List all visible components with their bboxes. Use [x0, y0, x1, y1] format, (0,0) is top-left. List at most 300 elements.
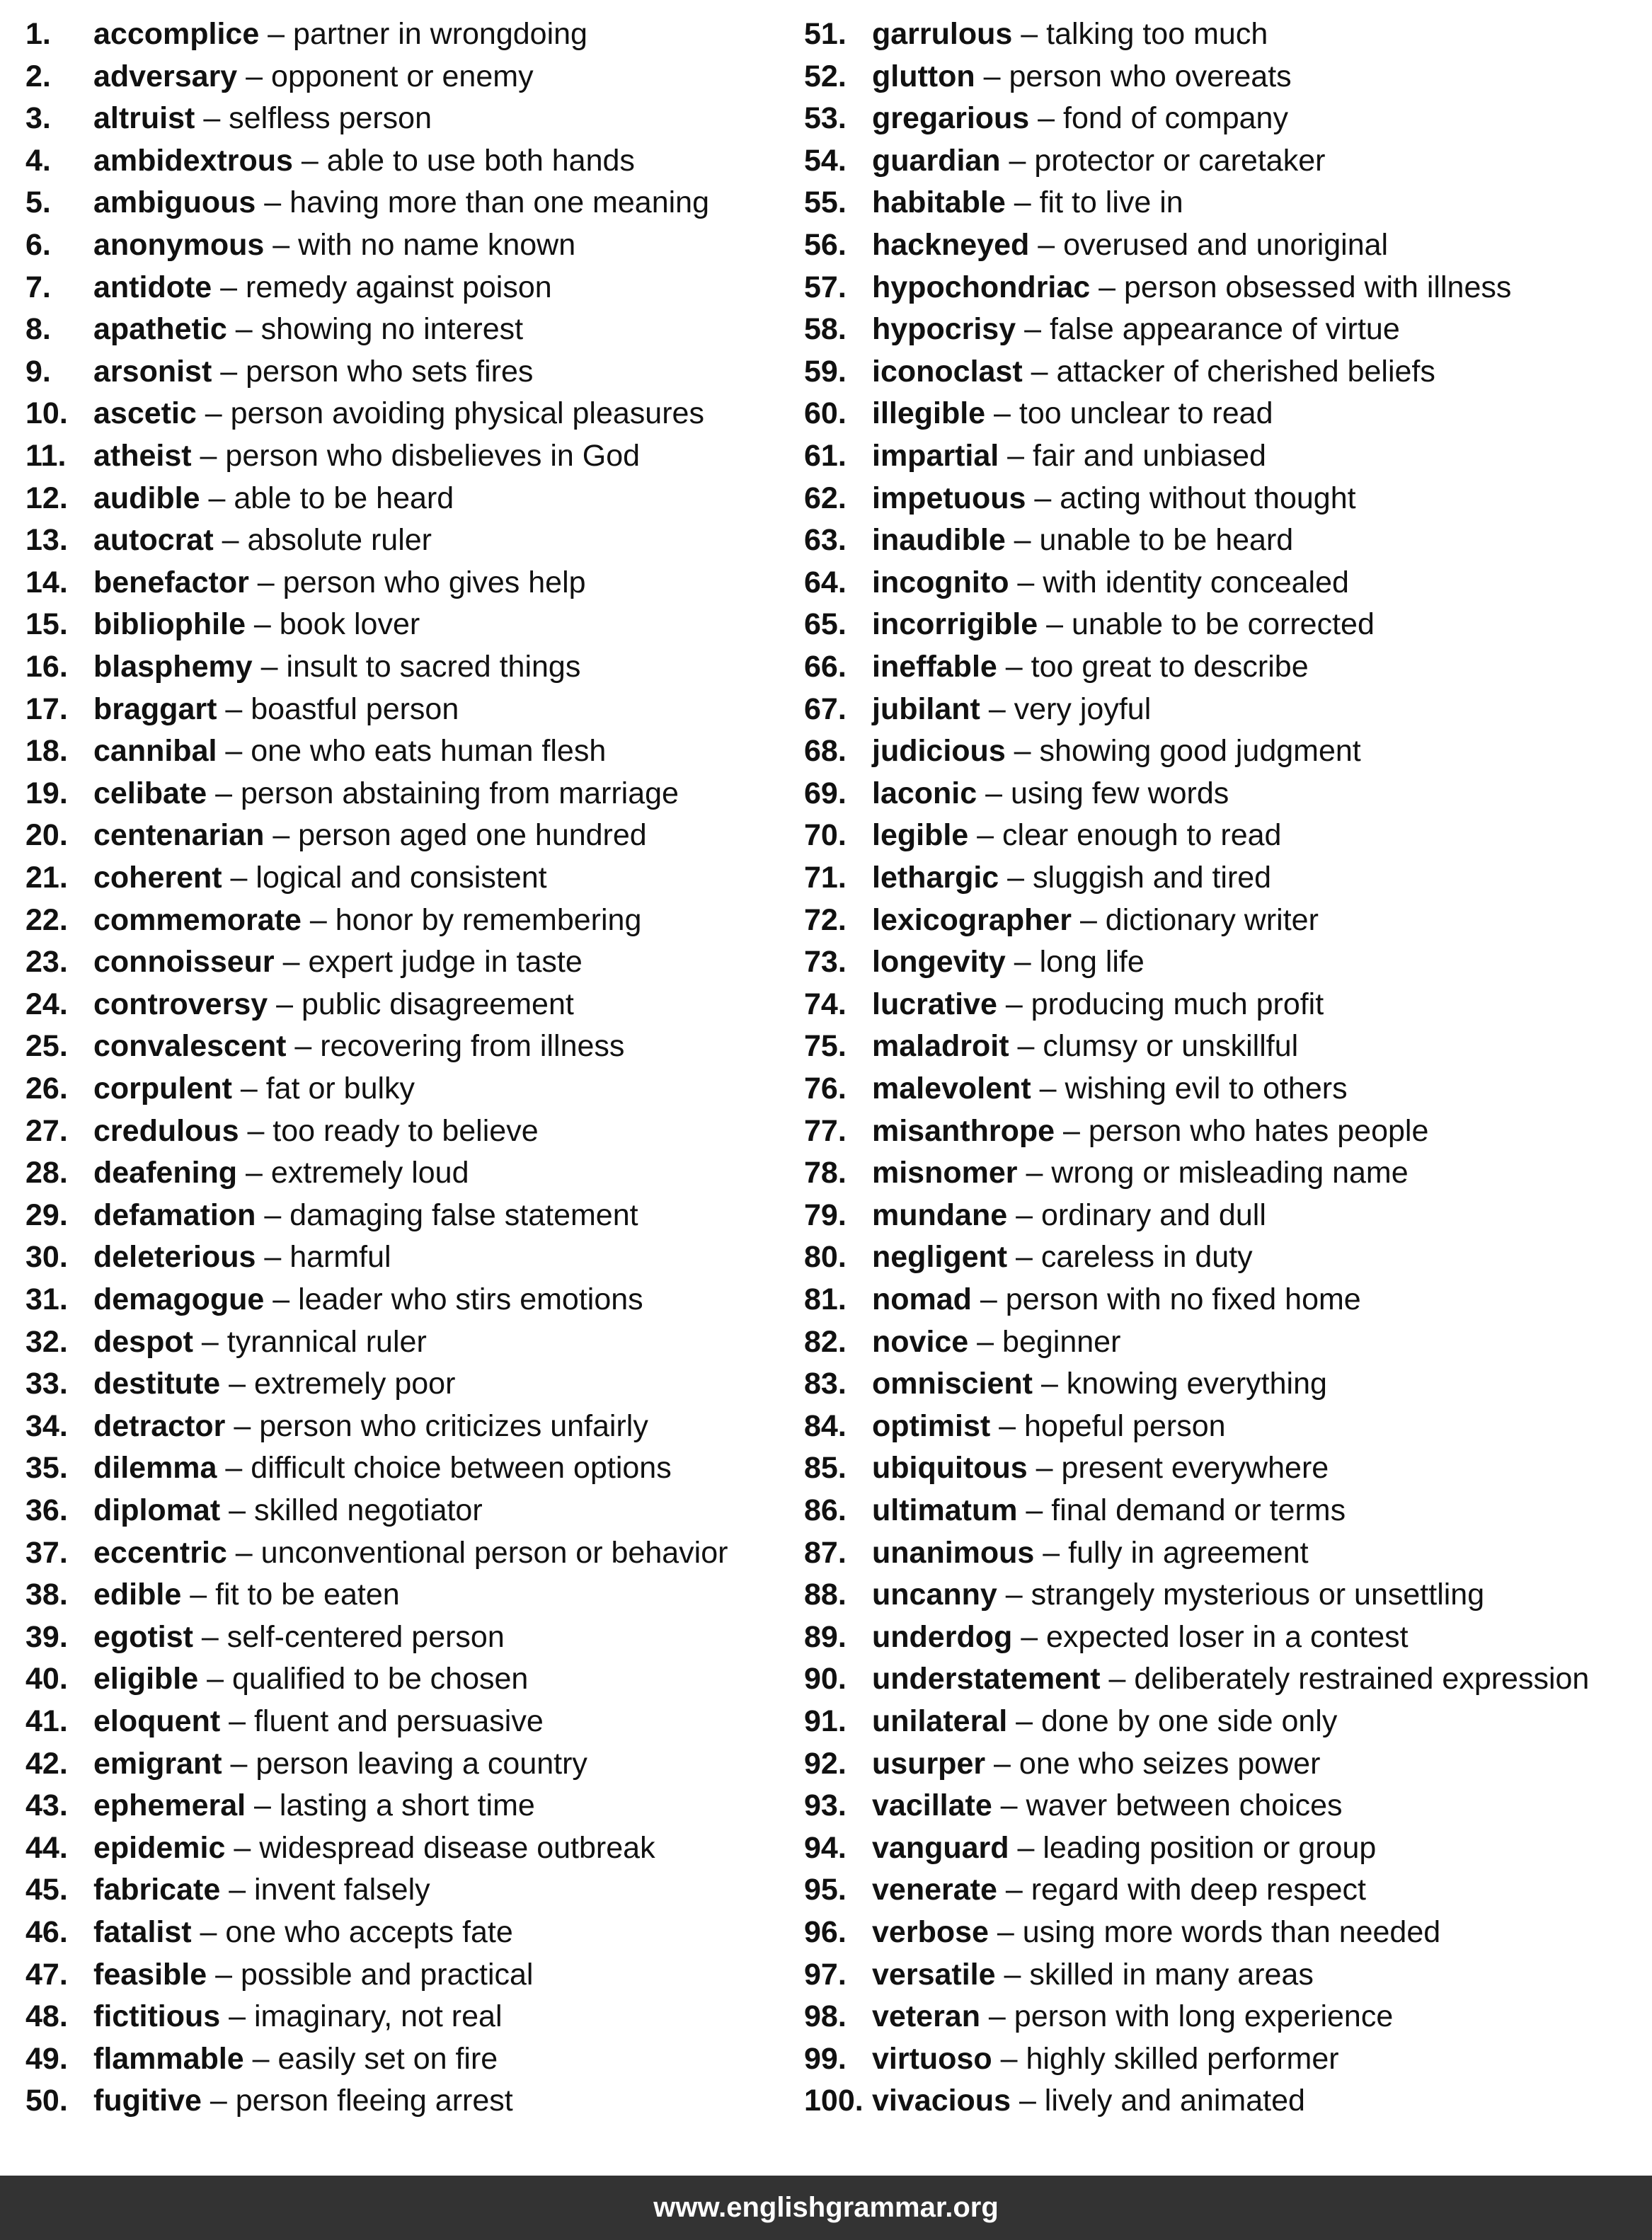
list-item [25, 266, 552, 309]
vocab-word: controversy [93, 987, 268, 1021]
vocab-word: commemorate [93, 902, 302, 937]
item-number: 69. [804, 776, 847, 810]
vocab-word: apathetic [93, 312, 227, 347]
list-item [804, 13, 1268, 55]
word-definition: – person avoiding physical pleasures [196, 396, 704, 431]
vocab-word: verbose [872, 1915, 989, 1949]
vocab-word: versatile [872, 1957, 996, 1992]
list-item [804, 266, 1511, 309]
item-number: 65. [804, 607, 847, 642]
word-definition: – person who sets fires [212, 354, 534, 389]
vocab-word: maladroit [872, 1029, 1009, 1064]
word-definition: – showing good judgment [1005, 734, 1361, 769]
vocab-word: defamation [93, 1197, 256, 1232]
word-definition: – one who accepts fate [191, 1915, 513, 1949]
list-item [804, 1194, 1266, 1236]
vocab-word: despot [93, 1324, 193, 1359]
list-item [804, 561, 1349, 604]
list-item [25, 814, 647, 856]
word-definition: – fully in agreement [1034, 1535, 1309, 1570]
list-item [804, 2079, 1305, 2122]
list-item [804, 1489, 1346, 1532]
list-item [804, 519, 1293, 561]
vocab-word: deafening [93, 1156, 238, 1190]
list-item [25, 1995, 503, 2038]
item-number: 52. [804, 59, 847, 93]
item-number: 11. [25, 439, 67, 473]
list-item [804, 97, 1288, 139]
vocab-word: fatalist [93, 1915, 192, 1949]
vocab-word: destitute [93, 1367, 221, 1401]
item-number: 21. [25, 861, 68, 895]
list-item [25, 1784, 535, 1827]
vocab-word: lexicographer [872, 902, 1072, 937]
word-definition: – final demand or terms [1017, 1493, 1346, 1527]
vocab-word: underdog [872, 1619, 1013, 1654]
vocab-word: egotist [93, 1619, 193, 1654]
list-item [804, 1573, 1484, 1616]
item-number: 31. [25, 1282, 68, 1316]
vocab-word: flammable [93, 2041, 244, 2076]
item-number: 7. [25, 270, 51, 304]
word-definition: – using few words [977, 776, 1229, 810]
word-definition: – done by one side only [1007, 1704, 1338, 1738]
word-definition: – acting without thought [1026, 481, 1356, 515]
word-definition: – fit to be eaten [181, 1578, 400, 1612]
word-definition: – talking too much [1012, 17, 1268, 51]
vocab-word: centenarian [93, 818, 265, 853]
item-number: 55. [804, 185, 847, 220]
list-item [804, 350, 1435, 393]
word-definition: – self-centered person [193, 1619, 505, 1654]
vocab-word: iconoclast [872, 354, 1023, 389]
word-definition: – book lover [245, 607, 420, 642]
item-number: 64. [804, 565, 847, 599]
list-item [804, 1953, 1314, 1996]
item-number: 56. [804, 228, 847, 262]
vocab-word: fictitious [93, 1999, 221, 2034]
word-definition: – extremely loud [237, 1156, 469, 1190]
list-item [804, 941, 1145, 983]
list-item [804, 1532, 1309, 1574]
vocab-word: veteran [872, 1999, 980, 2034]
vocab-word: audible [93, 481, 200, 515]
item-number: 57. [804, 270, 847, 304]
word-definition: – fat or bulky [231, 1072, 415, 1105]
word-definition: – opponent or enemy [237, 59, 534, 93]
item-number: 49. [25, 2041, 68, 2076]
word-definition: – person leaving a country [222, 1746, 587, 1781]
list-item [804, 899, 1319, 941]
word-definition: – producing much profit [997, 987, 1324, 1021]
vocab-word: understatement [872, 1662, 1101, 1696]
list-item [804, 1784, 1343, 1827]
vocab-word: misnomer [872, 1156, 1018, 1190]
word-definition: – wrong or misleading name [1017, 1156, 1409, 1190]
vocab-word: deleterious [93, 1240, 256, 1275]
vocab-word: benefactor [93, 565, 249, 599]
item-number: 50. [25, 2084, 68, 2118]
vocab-word: guardian [872, 143, 1001, 178]
word-definition: – unconventional person or behavior [226, 1535, 728, 1570]
word-definition: – too great to describe [997, 650, 1309, 684]
list-item [804, 1827, 1376, 1869]
word-definition: – careless in duty [1007, 1240, 1253, 1275]
list-item [25, 350, 533, 393]
item-number: 58. [804, 312, 847, 347]
word-definition: – unable to be heard [1005, 523, 1294, 558]
list-item [25, 1362, 455, 1405]
list-item [804, 730, 1361, 772]
word-definition: – invent falsely [220, 1873, 430, 1907]
vocab-word: fabricate [93, 1873, 221, 1907]
item-number: 73. [804, 945, 847, 980]
list-item [804, 308, 1400, 350]
list-item [25, 941, 583, 983]
word-definition: – deliberately restrained expression [1100, 1662, 1590, 1696]
item-number: 51. [804, 17, 847, 51]
item-number: 46. [25, 1915, 68, 1949]
item-number: 16. [25, 650, 68, 684]
word-definition: – skilled negotiator [220, 1493, 483, 1527]
list-item [25, 1573, 400, 1616]
vocab-word: hypochondriac [872, 270, 1091, 304]
item-number: 88. [804, 1578, 847, 1612]
list-item [804, 1658, 1589, 1700]
item-number: 28. [25, 1156, 68, 1190]
word-definition: – easily set on fire [243, 2041, 498, 2076]
vocab-word: feasible [93, 1957, 207, 1992]
vocab-word: anonymous [93, 228, 265, 262]
vocab-word: impartial [872, 439, 999, 473]
word-definition: – dictionary writer [1072, 902, 1319, 937]
word-definition: – able to use both hands [292, 143, 635, 178]
word-definition: – false appearance of virtue [1016, 312, 1400, 347]
word-definition: – difficult choice between options [217, 1451, 672, 1486]
vocab-word: credulous [93, 1113, 239, 1148]
vocab-word: demagogue [93, 1282, 265, 1316]
list-item [25, 2079, 513, 2122]
item-number: 93. [804, 1788, 847, 1823]
vocab-word: lucrative [872, 987, 997, 1021]
word-definition: – person obsessed with illness [1090, 270, 1512, 304]
item-number: 81. [804, 1282, 847, 1316]
word-definition: – partner in wrongdoing [259, 17, 587, 51]
word-definition: – present everywhere [1027, 1451, 1329, 1486]
list-item [804, 181, 1183, 224]
vocab-word: garrulous [872, 17, 1013, 51]
word-definition: – lively and animated [1011, 2084, 1305, 2118]
word-definition: – fond of company [1029, 101, 1288, 136]
item-number: 8. [25, 312, 51, 347]
word-definition: – hopeful person [990, 1408, 1226, 1443]
list-item [25, 55, 534, 98]
vocab-word: optimist [872, 1408, 991, 1443]
word-definition: – one who seizes power [985, 1746, 1321, 1781]
word-definition: – person fleeing arrest [201, 2084, 513, 2118]
list-item [804, 2038, 1339, 2080]
item-number: 96. [804, 1915, 847, 1949]
item-number: 35. [25, 1451, 68, 1486]
list-item [25, 181, 709, 224]
list-item [804, 224, 1388, 266]
item-number: 34. [25, 1408, 68, 1443]
word-definition: – having more than one meaning [256, 185, 709, 220]
item-number: 70. [804, 818, 847, 853]
item-number: 44. [25, 1830, 68, 1865]
list-item [804, 1616, 1409, 1658]
word-definition: – knowing everything [1033, 1367, 1327, 1401]
vocab-word: judicious [872, 734, 1006, 769]
item-number: 39. [25, 1619, 68, 1654]
word-definition: – harmful [256, 1240, 391, 1275]
word-definition: – sluggish and tired [999, 861, 1272, 895]
list-item [25, 1236, 391, 1278]
list-item [804, 1362, 1327, 1405]
vocab-word: altruist [93, 101, 195, 136]
list-item [804, 139, 1325, 182]
word-definition: – one who eats human flesh [217, 734, 607, 769]
vocab-word: legible [872, 818, 969, 853]
list-item [25, 561, 586, 604]
vocab-word: bibliophile [93, 607, 246, 642]
item-number: 19. [25, 776, 68, 810]
word-definition: – attacker of cherished beliefs [1022, 354, 1435, 389]
list-item [804, 1742, 1320, 1785]
word-definition: – fair and unbiased [999, 439, 1266, 473]
list-item [804, 435, 1266, 477]
item-number: 80. [804, 1240, 847, 1275]
word-definition: – using more words than needed [988, 1915, 1441, 1949]
list-item [804, 1151, 1409, 1194]
vocab-word: ambiguous [93, 185, 256, 220]
list-item [25, 1405, 648, 1447]
vocab-word: arsonist [93, 354, 212, 389]
item-number: 3. [25, 101, 51, 136]
vocab-word: braggart [93, 691, 217, 726]
item-number: 84. [804, 1408, 847, 1443]
item-number: 18. [25, 734, 68, 769]
word-definition: – honor by remembering [301, 902, 642, 937]
item-number: 71. [804, 861, 847, 895]
vocab-word: ascetic [93, 396, 197, 431]
vocab-word: malevolent [872, 1072, 1031, 1105]
list-item [25, 603, 420, 645]
vocab-word: vivacious [872, 2084, 1011, 2118]
vocab-word: detractor [93, 1408, 226, 1443]
item-number: 6. [25, 228, 51, 262]
list-item [25, 856, 547, 899]
word-definition: – regard with deep respect [997, 1873, 1366, 1907]
list-item [25, 1489, 483, 1532]
vocab-word: nomad [872, 1282, 972, 1316]
word-definition: – selfless person [195, 101, 432, 136]
item-number: 12. [25, 481, 68, 515]
item-number: 59. [804, 354, 847, 389]
word-definition: – widespread disease outbreak [225, 1830, 655, 1865]
word-definition: – person who gives help [248, 565, 586, 599]
vocab-word: emigrant [93, 1746, 222, 1781]
item-number: 15. [25, 607, 68, 642]
item-number: 76. [804, 1072, 847, 1105]
vocab-word: impetuous [872, 481, 1026, 515]
item-number: 22. [25, 902, 68, 937]
list-item [25, 224, 575, 266]
list-item [25, 1321, 427, 1363]
item-number: 85. [804, 1451, 847, 1486]
list-item [804, 1110, 1428, 1152]
word-definition: – person who criticizes unfairly [225, 1408, 648, 1443]
vocab-word: vacillate [872, 1788, 992, 1823]
vocab-word: hypocrisy [872, 312, 1016, 347]
footer-url[interactable]: www.englishgrammar.org [653, 2192, 999, 2223]
list-item [25, 1194, 638, 1236]
item-number: 97. [804, 1957, 847, 1992]
item-number: 10. [25, 396, 68, 431]
word-definition: – skilled in many areas [995, 1957, 1314, 1992]
item-number: 13. [25, 523, 68, 558]
vocab-word: accomplice [93, 17, 260, 51]
word-definition: – recovering from illness [286, 1029, 625, 1064]
vocab-word: edible [93, 1578, 182, 1612]
list-item [804, 772, 1229, 815]
item-number: 74. [804, 987, 847, 1021]
word-definition: – protector or caretaker [1000, 143, 1326, 178]
vocab-word: autocrat [93, 523, 214, 558]
item-number: 45. [25, 1873, 68, 1907]
list-item [25, 2038, 498, 2080]
word-definition: – leader who stirs emotions [264, 1282, 643, 1316]
word-definition: – strangely mysterious or unsettling [997, 1578, 1485, 1612]
item-number: 75. [804, 1029, 847, 1064]
word-definition: – remedy against poison [212, 270, 552, 304]
list-item [25, 1447, 672, 1489]
list-item [804, 1447, 1329, 1489]
vocab-word: cannibal [93, 734, 217, 769]
list-item [25, 1827, 655, 1869]
vocab-word: lethargic [872, 861, 999, 895]
list-item [25, 645, 580, 688]
word-definition: – person who overeats [975, 59, 1292, 93]
vocab-word: negligent [872, 1240, 1008, 1275]
vocab-word: convalescent [93, 1029, 287, 1064]
vocab-word: connoisseur [93, 945, 275, 980]
list-item [804, 1321, 1120, 1363]
vocab-word: diplomat [93, 1493, 221, 1527]
word-definition: – extremely poor [220, 1367, 456, 1401]
vocab-word: virtuoso [872, 2041, 992, 2076]
word-definition: – too ready to believe [239, 1113, 539, 1148]
word-definition: – damaging false statement [256, 1197, 638, 1232]
item-number: 89. [804, 1619, 847, 1654]
list-item [804, 814, 1281, 856]
vocab-word: gregarious [872, 101, 1030, 136]
vocab-word: laconic [872, 776, 977, 810]
vocab-word: novice [872, 1324, 969, 1359]
item-number: 40. [25, 1662, 68, 1696]
vocab-word: usurper [872, 1746, 986, 1781]
word-definition: – person who hates people [1055, 1113, 1429, 1148]
word-definition: – beginner [968, 1324, 1121, 1359]
item-number: 47. [25, 1957, 68, 1992]
vocab-word: dilemma [93, 1451, 217, 1486]
item-number: 95. [804, 1873, 847, 1907]
vocab-word: mundane [872, 1197, 1008, 1232]
list-item [25, 1953, 533, 1996]
item-number: 9. [25, 354, 51, 389]
list-item [25, 1025, 624, 1067]
vocab-word: illegible [872, 396, 986, 431]
list-item [25, 1067, 415, 1110]
word-definition: – fluent and persuasive [220, 1704, 544, 1738]
vocab-word: ephemeral [93, 1788, 246, 1823]
list-item [25, 772, 679, 815]
item-number: 100. [804, 2084, 864, 2118]
word-definition: – expert judge in taste [274, 945, 583, 980]
word-definition: – person with no fixed home [971, 1282, 1361, 1316]
item-number: 94. [804, 1830, 847, 1865]
item-number: 30. [25, 1240, 68, 1275]
word-definition: – fit to live in [1005, 185, 1183, 220]
vocab-word: incorrigible [872, 607, 1038, 642]
word-definition: – imaginary, not real [220, 1999, 503, 2034]
item-number: 23. [25, 945, 68, 980]
vocab-word: epidemic [93, 1830, 226, 1865]
list-item [25, 1658, 528, 1700]
item-number: 33. [25, 1367, 68, 1401]
item-number: 82. [804, 1324, 847, 1359]
item-number: 4. [25, 143, 51, 178]
item-number: 68. [804, 734, 847, 769]
item-number: 53. [804, 101, 847, 136]
word-definition: – with identity concealed [1009, 565, 1349, 599]
word-definition: – with no name known [264, 228, 576, 262]
list-item [25, 1911, 513, 1953]
word-definition: – very joyful [980, 691, 1152, 726]
list-item [25, 899, 641, 941]
item-number: 99. [804, 2041, 847, 2076]
item-number: 26. [25, 1072, 68, 1105]
word-definition: – boastful person [217, 691, 459, 726]
list-item [25, 1532, 728, 1574]
word-definition: – expected loser in a contest [1012, 1619, 1409, 1654]
item-number: 62. [804, 481, 847, 515]
item-number: 42. [25, 1746, 68, 1781]
item-number: 67. [804, 691, 847, 726]
vocab-word: longevity [872, 945, 1006, 980]
item-number: 24. [25, 987, 68, 1021]
item-number: 14. [25, 565, 68, 599]
list-item [25, 688, 459, 730]
word-definition: – person who disbelieves in God [191, 439, 641, 473]
vocab-word: eligible [93, 1662, 199, 1696]
item-number: 32. [25, 1324, 68, 1359]
word-definition: – able to be heard [200, 481, 454, 515]
item-number: 79. [804, 1197, 847, 1232]
item-number: 37. [25, 1535, 68, 1570]
word-definition: – person with long experience [980, 1999, 1394, 2034]
list-item [804, 477, 1356, 519]
vocab-word: corpulent [93, 1072, 232, 1105]
item-number: 27. [25, 1113, 68, 1148]
word-definition: – person aged one hundred [264, 818, 647, 853]
vocab-word: glutton [872, 59, 975, 93]
vocab-word: venerate [872, 1873, 997, 1907]
vocab-word: unilateral [872, 1704, 1008, 1738]
vocab-word: antidote [93, 270, 212, 304]
vocab-word: inaudible [872, 523, 1006, 558]
word-definition: – clear enough to read [968, 818, 1282, 853]
